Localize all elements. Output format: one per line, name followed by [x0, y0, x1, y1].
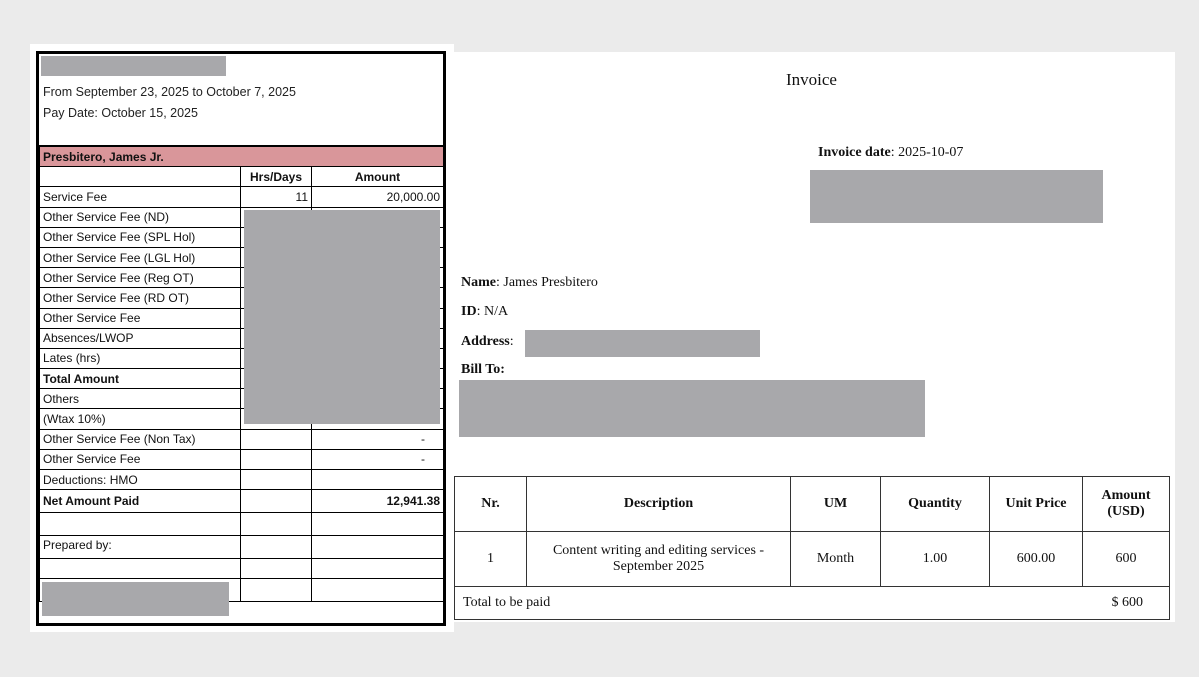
invoice-total-row	[455, 587, 1170, 620]
row-label: Service Fee	[40, 187, 241, 207]
header-nr: Nr.	[455, 477, 527, 532]
row-label: Other Service Fee	[40, 449, 241, 469]
invoice-table	[454, 476, 1170, 620]
item-quantity: 1.00	[881, 532, 990, 587]
invoice-date-label: Invoice date	[818, 145, 891, 160]
row-label: Absences/LWOP	[40, 328, 241, 348]
row-label: Lates (hrs)	[40, 348, 241, 368]
header-label	[40, 167, 241, 187]
invoice-address	[461, 334, 514, 350]
item-um: Month	[791, 532, 881, 587]
header-description: Description	[527, 477, 791, 532]
row-hrs	[241, 470, 312, 490]
invoice-item-row	[455, 532, 1170, 587]
header-amount: Amount	[312, 167, 444, 187]
row-hrs: 11	[241, 187, 312, 207]
header-amount-usd: Amount (USD)	[1083, 477, 1170, 532]
name-value: : James Presbitero	[496, 275, 598, 290]
row-hrs	[241, 429, 312, 449]
item-description: Content writing and editing services - September 2025	[527, 532, 791, 587]
address-separator: :	[509, 334, 514, 349]
invoice-date-value: : 2025-10-07	[890, 145, 964, 160]
row-label: Other Service Fee (SPL Hol)	[40, 227, 241, 247]
redacted-bill-to	[459, 380, 925, 437]
row-label: Others	[40, 389, 241, 409]
invoice-date	[818, 145, 963, 161]
payslip-frame	[36, 51, 446, 626]
address-label: Address	[461, 334, 510, 349]
row-label: Other Service Fee (LGL Hol)	[40, 247, 241, 267]
header-unit-price: Unit Price	[990, 477, 1083, 532]
net-amount-row	[40, 490, 444, 513]
total-label: Total to be paid	[455, 587, 881, 620]
row-hrs	[241, 490, 312, 513]
payslip-pay-date: Pay Date: October 15, 2025	[43, 106, 198, 120]
id-value: : N/A	[476, 304, 509, 319]
id-label: ID	[461, 304, 477, 319]
row-label: Other Service Fee (ND)	[40, 207, 241, 227]
redacted-signatory	[42, 582, 229, 616]
invoice-header-row	[455, 477, 1170, 532]
item-unit-price: 600.00	[990, 532, 1083, 587]
item-nr: 1	[455, 532, 527, 587]
row-hrs	[241, 449, 312, 469]
invoice-name	[461, 275, 598, 291]
payslip-row	[40, 470, 444, 490]
payslip-header-row	[40, 167, 444, 187]
payslip-row	[40, 449, 444, 469]
employee-name-row	[40, 146, 444, 167]
redacted-issuer	[810, 170, 1103, 223]
row-amount: -	[312, 429, 444, 449]
invoice-title: Invoice	[786, 70, 837, 89]
row-label: Other Service Fee (Non Tax)	[40, 429, 241, 449]
payslip-period: From September 23, 2025 to October 7, 2025	[43, 85, 296, 99]
name-label: Name	[461, 275, 496, 290]
row-label: Total Amount	[40, 369, 241, 389]
redacted-address	[525, 330, 760, 357]
invoice-document	[454, 52, 1175, 622]
payslip-document	[30, 44, 454, 632]
row-amount: -	[312, 449, 444, 469]
prepared-by-row	[40, 536, 444, 559]
blank-row	[40, 513, 444, 536]
row-amount: 12,941.38	[312, 490, 444, 513]
total-value: $ 600	[881, 587, 1170, 620]
row-label: Deductions: HMO	[40, 470, 241, 490]
invoice-id	[461, 304, 508, 320]
prepared-by-label: Prepared by:	[40, 536, 241, 559]
row-label: Other Service Fee	[40, 308, 241, 328]
header-um: UM	[791, 477, 881, 532]
payslip-row	[40, 187, 444, 207]
row-label: (Wtax 10%)	[40, 409, 241, 429]
row-amount: 20,000.00	[312, 187, 444, 207]
row-label: Other Service Fee (Reg OT)	[40, 268, 241, 288]
header-quantity: Quantity	[881, 477, 990, 532]
header-hrs-days: Hrs/Days	[241, 167, 312, 187]
blank-row	[40, 559, 444, 579]
redacted-company-name	[41, 56, 226, 76]
redacted-amounts	[244, 210, 440, 424]
row-label: Other Service Fee (RD OT)	[40, 288, 241, 308]
payslip-row	[40, 429, 444, 449]
employee-name: Presbitero, James Jr.	[40, 146, 444, 167]
row-amount	[312, 470, 444, 490]
bill-to-label: Bill To:	[461, 362, 505, 377]
invoice-bill-to	[461, 362, 505, 378]
row-label: Net Amount Paid	[40, 490, 241, 513]
item-amount: 600	[1083, 532, 1170, 587]
